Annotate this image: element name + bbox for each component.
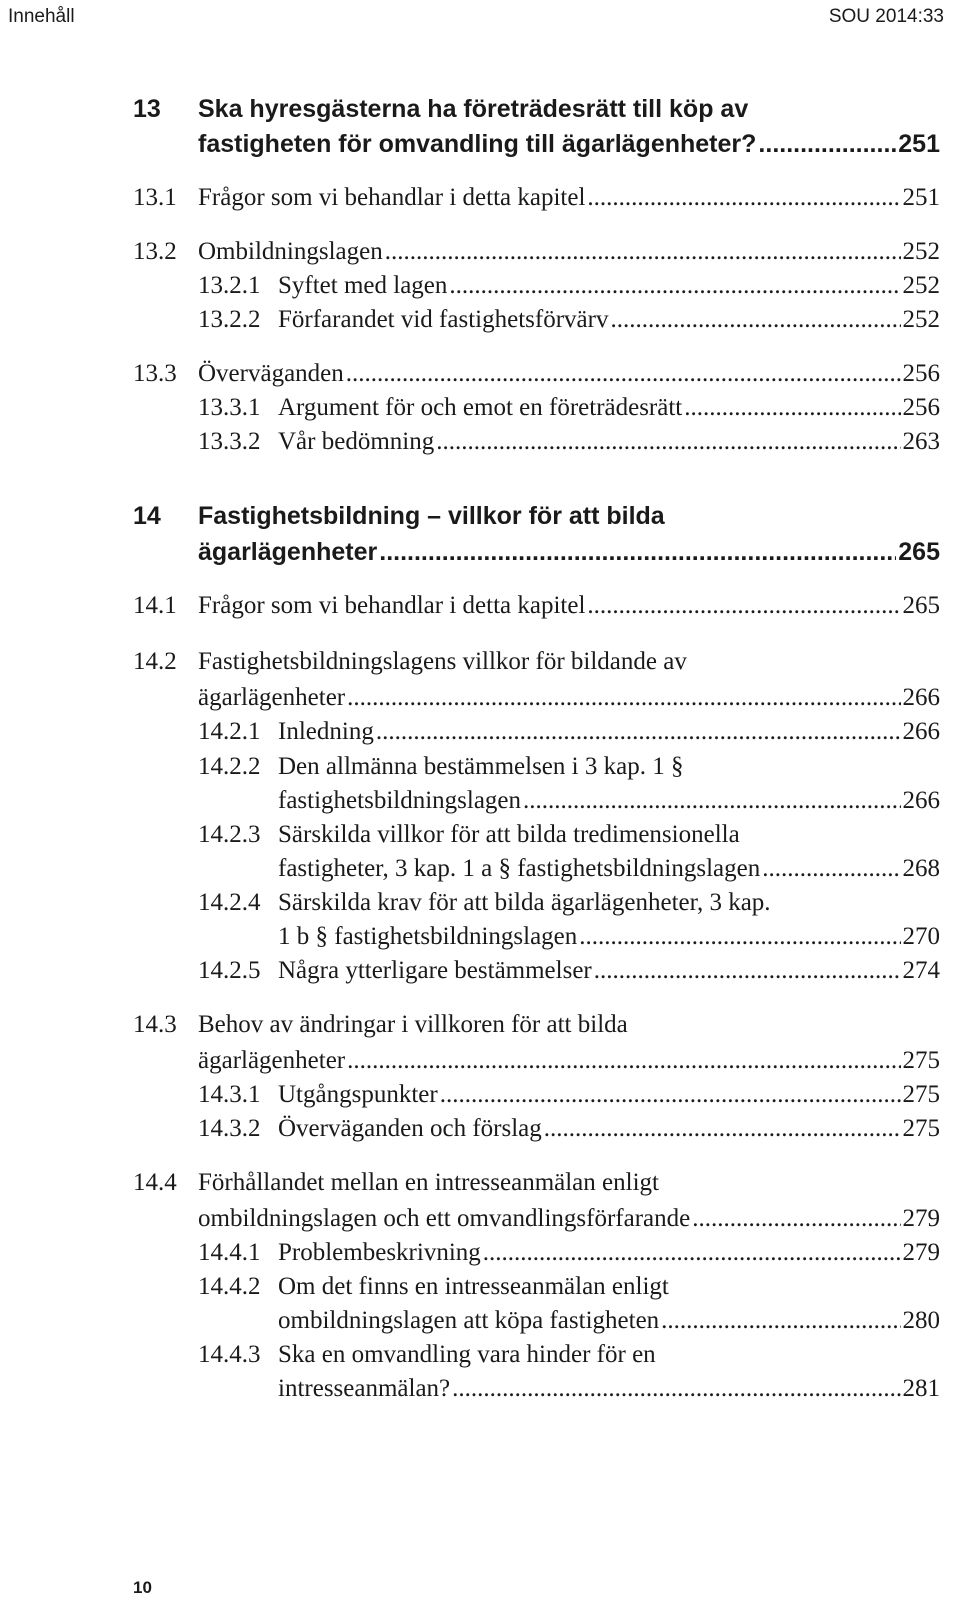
leader-dots (346, 360, 901, 388)
toc-title-text: fastighetsbildningslagen (278, 787, 522, 814)
toc-title-text: Inledning (278, 718, 374, 745)
toc-title-line: Särskilda villkor för att bilda tredimensionella (278, 821, 740, 848)
toc-title-line-with-page (278, 923, 940, 951)
toc-title-line: Om det finns en intresseanmälan enligt (278, 1273, 669, 1300)
toc-title-line-with-page (278, 428, 940, 456)
leader-dots (483, 1239, 901, 1267)
toc-title-text: ombildningslagen och ett omvandlingsförfarande (198, 1205, 691, 1232)
toc-title-text: Förfarandet vid fastighetsförvärv (278, 306, 609, 333)
toc-title-text: Syftet med lagen (278, 272, 448, 299)
toc-page-number: 266 (902, 684, 940, 711)
toc-title-line-with-page (278, 718, 940, 746)
toc-title-text: ägarlägenheter (198, 1047, 346, 1074)
toc-title-text: ägarlägenheter (198, 538, 378, 566)
toc-title-line-with-page (198, 684, 940, 712)
toc-title-line-with-page (198, 238, 940, 266)
toc-number: 14.4.3 (198, 1341, 261, 1368)
toc-number: 13.2.2 (198, 306, 261, 333)
toc-title-line-with-page (278, 957, 940, 985)
toc-title-line-with-page (198, 1205, 940, 1233)
toc-page-number: 275 (902, 1047, 940, 1074)
toc-title-text: ombildningslagen att köpa fastigheten (278, 1307, 660, 1334)
toc-title-text: Frågor som vi behandlar i detta kapitel (198, 184, 586, 211)
toc-page-number: 281 (902, 1375, 940, 1402)
toc-number: 13.3.2 (198, 428, 261, 455)
leader-dots (385, 238, 901, 266)
leader-dots (544, 1115, 901, 1143)
toc-page-number: 251 (902, 184, 940, 211)
toc-page-number: 270 (902, 923, 940, 950)
toc-title-line-with-page (278, 1115, 940, 1143)
toc-page-number: 256 (902, 394, 940, 421)
toc-page-number: 252 (902, 272, 940, 299)
leader-dots (347, 1047, 900, 1075)
toc-number: 14.2.2 (198, 753, 261, 780)
toc-title-line: Fastighetsbildningslagens villkor för bildande av (198, 648, 687, 675)
leader-dots (436, 428, 900, 456)
toc-title-text: Frågor som vi behandlar i detta kapitel (198, 592, 586, 619)
toc-number: 14.3 (133, 1011, 177, 1038)
toc-page-number: 256 (902, 360, 940, 387)
toc-page-number: 266 (902, 718, 940, 745)
toc-number: 14.3.2 (198, 1115, 261, 1142)
toc-title-text: Utgångspunkter (278, 1081, 438, 1108)
toc-title-text: Problembeskrivning (278, 1239, 481, 1266)
toc-title-line-with-page (278, 787, 940, 815)
leader-dots (579, 923, 900, 951)
toc-number: 14.2.1 (198, 718, 261, 745)
toc-page-number: 252 (902, 238, 940, 265)
leader-dots (440, 1081, 901, 1109)
toc-title-line-with-page (278, 306, 940, 334)
toc-page-number: 263 (902, 428, 940, 455)
leader-dots (587, 592, 900, 620)
leader-dots (594, 957, 901, 985)
toc-title-line-with-page (278, 1239, 940, 1267)
toc-title-text: fastigheter, 3 kap. 1 a § fastighetsbildningslagen (278, 855, 761, 882)
toc-page-number: 279 (902, 1205, 940, 1232)
toc-number: 14.2.3 (198, 821, 261, 848)
toc-page-number: 252 (902, 306, 940, 333)
toc-number: 14.2 (133, 648, 177, 675)
header-section-label: Innehåll (8, 6, 75, 27)
leader-dots (587, 184, 900, 212)
toc-page-number: 280 (902, 1307, 940, 1334)
toc-number: 13.3 (133, 360, 177, 387)
leader-dots (661, 1307, 900, 1335)
toc-title-line: Förhållandet mellan en intresseanmälan enligt (198, 1169, 659, 1196)
toc-title-text: Några ytterligare bestämmelser (278, 957, 592, 984)
toc-page-number: 274 (902, 957, 940, 984)
toc-title-text: Argument för och emot en företrädesrätt (278, 394, 683, 421)
toc-number: 13.1 (133, 184, 177, 211)
toc-page-number: 275 (902, 1081, 940, 1108)
toc-title-line: Den allmänna bestämmelsen i 3 kap. 1 § (278, 753, 684, 780)
toc-title-text: Vår bedömning (278, 428, 435, 455)
toc-page-number: 265 (902, 592, 940, 619)
leader-dots (758, 130, 896, 159)
toc-number: 14.4.2 (198, 1273, 261, 1300)
toc-page-number: 265 (898, 538, 940, 566)
toc-title-text: Överväganden och förslag (278, 1115, 542, 1142)
toc-number: 13.3.1 (198, 394, 261, 421)
toc-title-line: Behov av ändringar i villkoren för att bilda (198, 1011, 628, 1038)
toc-page-number: 266 (902, 787, 940, 814)
toc-number: 14 (133, 502, 161, 530)
toc-number: 14.2.4 (198, 889, 261, 916)
toc-title-line: Ska hyresgästerna ha företrädesrätt till köp av (198, 95, 749, 123)
leader-dots (379, 538, 896, 567)
toc-title-line-with-page (278, 272, 940, 300)
toc-title-line-with-page (278, 1307, 940, 1335)
toc-number: 14.3.1 (198, 1081, 261, 1108)
toc-title-line-with-page (278, 855, 940, 883)
toc-number: 14.4 (133, 1169, 177, 1196)
toc-page-number: 275 (902, 1115, 940, 1142)
leader-dots (452, 1375, 900, 1403)
leader-dots (347, 684, 900, 712)
toc-title-text: intresseanmälan? (278, 1375, 451, 1402)
toc-title-text: fastigheten för omvandling till ägarlägenheter? (198, 130, 757, 158)
running-header (0, 6, 960, 36)
toc-title-line-with-page (198, 592, 940, 620)
toc-title-text: Överväganden (198, 360, 344, 387)
toc-title-line-with-page (278, 394, 940, 422)
toc-number: 13.2.1 (198, 272, 261, 299)
toc-number: 14.1 (133, 592, 177, 619)
toc-title-line: Ska en omvandling vara hinder för en (278, 1341, 656, 1368)
leader-dots (684, 394, 900, 422)
toc-page-number: 268 (902, 855, 940, 882)
leader-dots (523, 787, 900, 815)
toc-title-line-with-page (198, 360, 940, 388)
leader-dots (762, 855, 900, 883)
toc-page-number: 279 (902, 1239, 940, 1266)
toc-title-text: ägarlägenheter (198, 684, 346, 711)
toc-number: 14.4.1 (198, 1239, 261, 1266)
leader-dots (692, 1205, 900, 1233)
header-report-id: SOU 2014:33 (828, 6, 944, 27)
leader-dots (449, 272, 900, 300)
toc-title-line-with-page (198, 1047, 940, 1075)
toc-title-text: Ombildningslagen (198, 238, 383, 265)
toc-title-line: Särskilda krav för att bilda ägarlägenheter, 3 kap. (278, 889, 771, 916)
toc-title-line-with-page (198, 130, 940, 159)
toc-number: 14.2.5 (198, 957, 261, 984)
leader-dots (610, 306, 900, 334)
toc-number: 13 (133, 95, 161, 123)
toc-title-text: 1 b § fastighetsbildningslagen (278, 923, 578, 950)
toc-page-number: 251 (898, 130, 940, 158)
toc-title-line: Fastighetsbildning – villkor för att bilda (198, 502, 665, 530)
toc-title-line-with-page (278, 1081, 940, 1109)
toc-number: 13.2 (133, 238, 177, 265)
leader-dots (376, 718, 901, 746)
toc-title-line-with-page (198, 184, 940, 212)
page-number: 10 (133, 1578, 152, 1597)
toc-title-line-with-page (198, 538, 940, 567)
toc-title-line-with-page (278, 1375, 940, 1403)
